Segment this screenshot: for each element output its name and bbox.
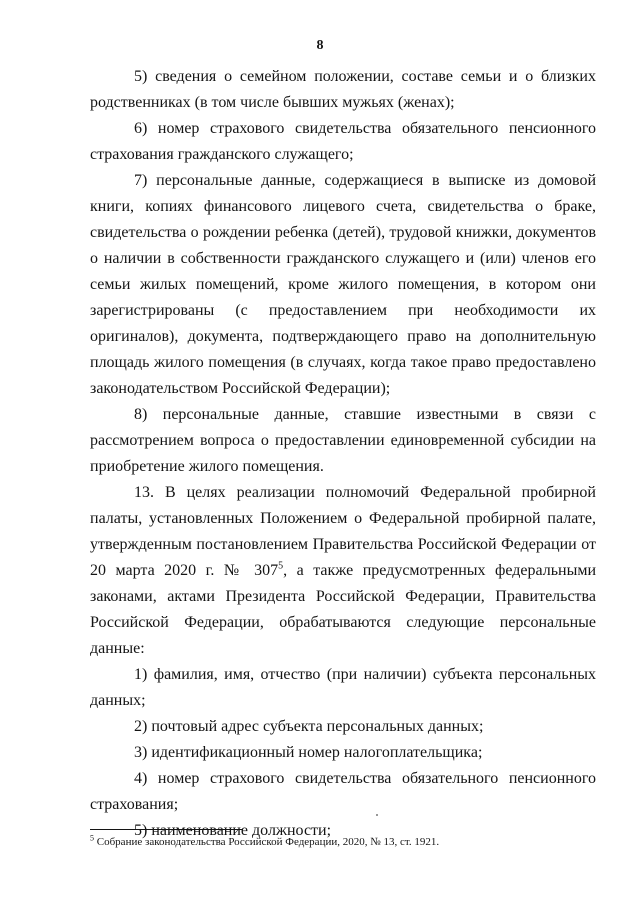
paragraph-item-8-subsidy: 8) персональные данные, ставшие известными в связи с рассмотрением вопроса о предоставлении единовременной субсидии на приобретение жилого помещения. <box>90 406 596 475</box>
footnote-text: Собрание законодательства Российской Федерации, 2020, № 13, ст. 1921. <box>94 836 440 848</box>
paragraph-item-4-pension-number: 4) номер страхового свидетельства обязательного пенсионного страхования; <box>90 770 596 813</box>
clause-13-text-before: 13. В целях реализации полномочий Федеральной пробирной палаты, установленных Положением о Федеральной пробирной палате, утвержденным постановлением Правительства Российской Федерации от 20 марта 2020 г. № 307 <box>90 484 596 579</box>
scan-speck <box>376 814 378 816</box>
page-number: 8 <box>316 38 324 53</box>
paragraph-item-3-tax-id: 3) идентификационный номер налогоплательщика; <box>134 744 483 761</box>
footnote-reference[interactable]: 5 <box>278 560 284 572</box>
paragraph-clause-13 <box>90 480 596 662</box>
paragraph-item-5-position: 5) наименование должности; <box>134 822 332 839</box>
paragraph-item-1-full-name: 1) фамилия, имя, отчество (при наличии) субъекта персональных данных; <box>90 666 596 709</box>
paragraph-item-2-postal-address: 2) почтовый адрес субъекта персональных данных; <box>134 718 484 735</box>
paragraph-item-6-pension-number: 6) номер страхового свидетельства обязательного пенсионного страхования гражданского служащего; <box>90 120 596 163</box>
footnote-divider <box>90 829 242 830</box>
paragraph-item-7-personal-data: 7) персональные данные, содержащиеся в выписке из домовой книги, копиях финансового лицевого счета, свидетельства о браке, свидетельства о рождении ребенка (детей), трудовой книжки, документов о наличии в собственности гражданского служащего и (или) членов его семьи жилых помещений, кроме жилого помещения, в котором они зарегистрированы (с предоставлением при необходимости их оригиналов), документа, подтверждающего право на дополнительную площадь жилого помещения (в случаях, когда такое право предоставлено законодательством Российской Федерации); <box>90 172 596 397</box>
document-body <box>90 64 596 844</box>
footnote <box>90 835 596 849</box>
footnote-marker: 5 <box>90 833 94 843</box>
paragraph-item-5-family: 5) сведения о семейном положении, составе семьи и о близких родственниках (в том числе бывших мужьях (женах); <box>90 68 596 111</box>
clause-13-text-after: , а также предусмотренных федеральными законами, актами Президента Российской Федерации, Правительства Российской Федерации, обрабатываются следующие персональные данные: <box>90 562 597 657</box>
